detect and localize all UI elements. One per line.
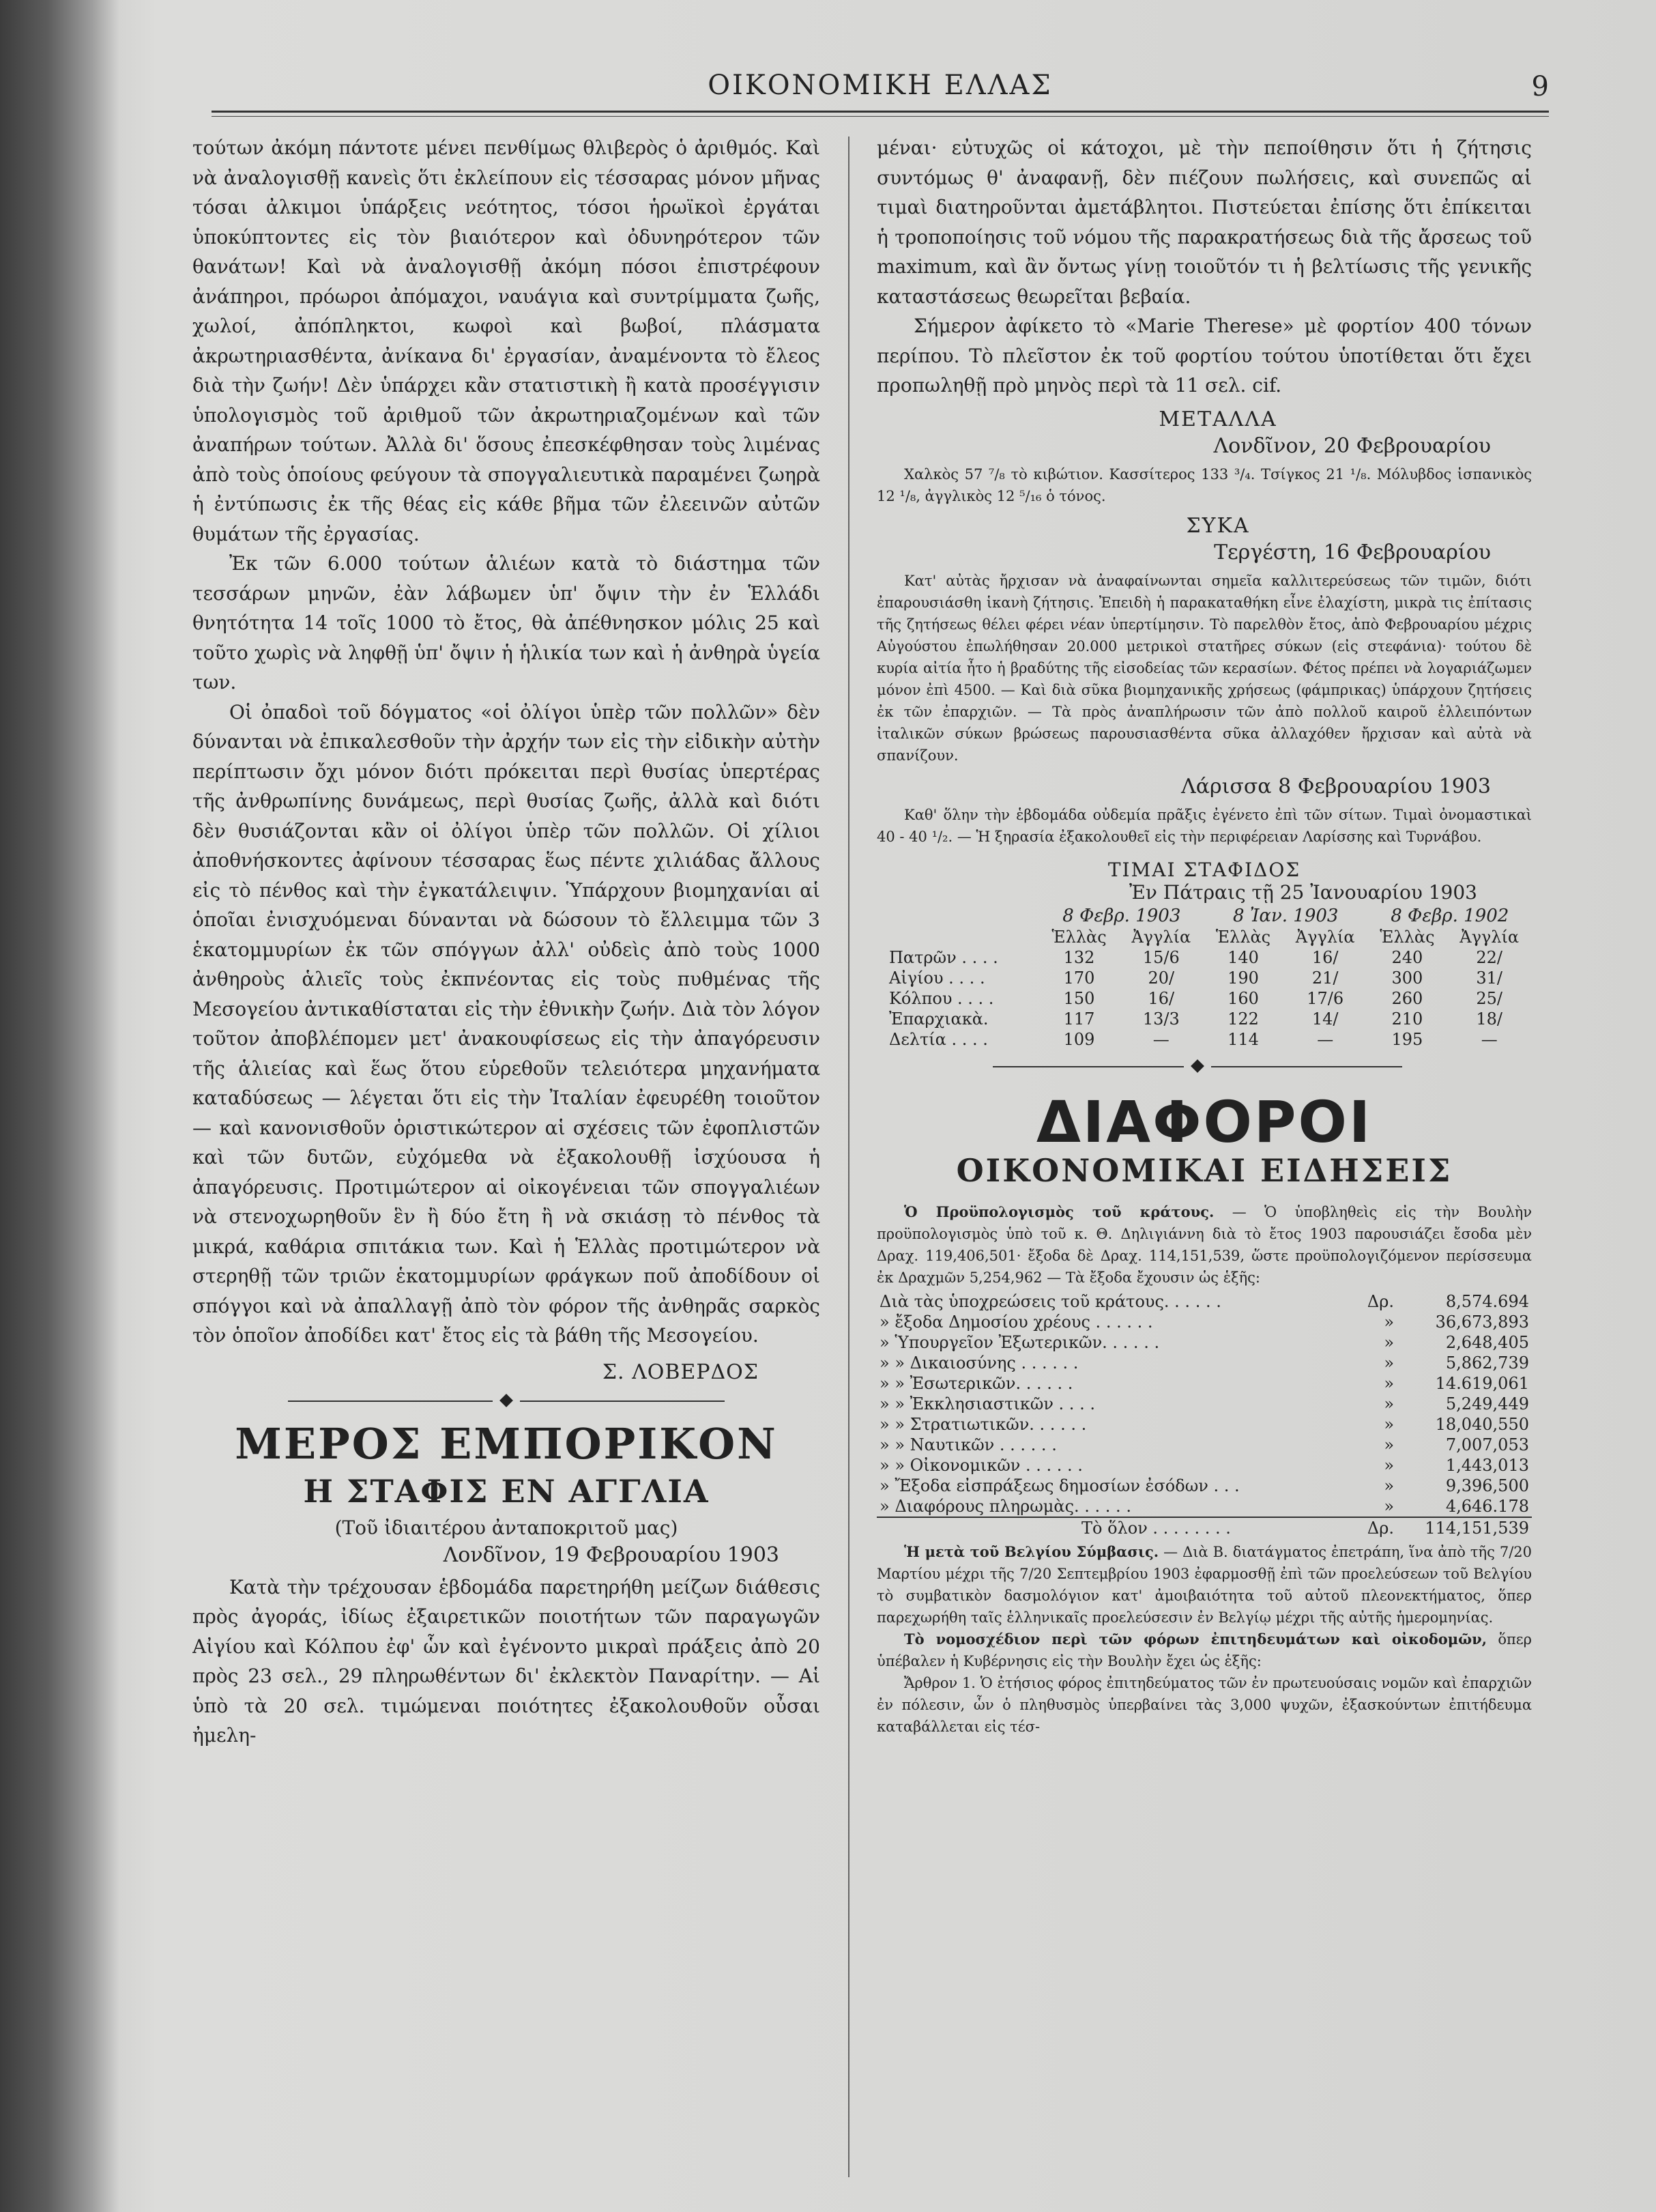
belgium-paragraph bbox=[877, 1541, 1532, 1628]
table-cell: 117 bbox=[1063, 1009, 1095, 1029]
table-cell: 240 bbox=[1391, 947, 1423, 967]
heading-figs: ΣΥΚΑ bbox=[1186, 513, 1250, 538]
table-row bbox=[877, 968, 1532, 988]
table-row bbox=[877, 1009, 1532, 1029]
table-cell: 140 bbox=[1228, 947, 1259, 967]
table-cell: 160 bbox=[1228, 988, 1259, 1008]
paragraph: μέναι· εὐτυχῶς οἱ κάτοχοι, μὲ τὴν πεποίθησιν ὅτι ἡ ζήτησις συντόμως θ' ἀναφανῇ, δὲν πιέζουν πωλήσεις, καὶ συνεπῶς αἱ τιμαὶ διατηροῦνται ἀμετάβλητοι. Πιστεύεται ἐπίσης ὅτι ἐπίκειται ἡ τροποποίησις τοῦ νόμου τῆς παρακρατήσεως διὰ τῆς ἄρσεως τοῦ maximum, καὶ ἂν ὄντως γίνῃ τοιοῦτόν τι ἡ βελτίωσις τῆς γενικῆς καταστάσεως θεωρεῖται βεβαία. bbox=[877, 137, 1532, 308]
dateline: Ἐν Πάτραις τῇ 25 Ἰανουαρίου 1903 bbox=[1129, 880, 1477, 904]
table-cell: 109 bbox=[1063, 1029, 1095, 1049]
table-cell: 190 bbox=[1228, 968, 1259, 988]
row-label: » » Ναυτικῶν . . . . . . bbox=[880, 1435, 1057, 1454]
table-row bbox=[877, 1291, 1532, 1312]
row-label: Αἰγίου . . . . bbox=[889, 968, 985, 988]
heading-currant-prices: ΤΙΜΑΙ ΣΤΑΦΙΔΟΣ bbox=[1107, 858, 1301, 881]
date-header: 8 Φεβρ. 1902 bbox=[1391, 905, 1509, 926]
page-number: 9 bbox=[1531, 71, 1549, 102]
table-cell: 150 bbox=[1063, 988, 1095, 1008]
row-label: » Ἔξοδα εἰσπράξεως δημοσίων ἐσόδων . . . bbox=[880, 1476, 1240, 1495]
total-label: Τὸ ὅλον . . . . . . . . bbox=[877, 1517, 1350, 1538]
dateline: Τεργέστη, 16 Φεβρουαρίου bbox=[1214, 540, 1491, 564]
column-header: Ἀγγλία bbox=[1459, 927, 1520, 947]
unit-cell: » bbox=[1384, 1455, 1394, 1475]
table-row bbox=[877, 1312, 1532, 1332]
unit-cell: » bbox=[1384, 1414, 1394, 1434]
amount-cell: 8,574.694 bbox=[1445, 1291, 1529, 1311]
table-cell: 18/ bbox=[1476, 1009, 1502, 1029]
table-cell: — bbox=[1317, 1029, 1334, 1049]
unit-cell: » bbox=[1384, 1312, 1394, 1332]
amount-cell: 14.619,061 bbox=[1435, 1373, 1529, 1393]
amount-cell: 18,040,550 bbox=[1435, 1414, 1529, 1434]
table-cell: 260 bbox=[1391, 988, 1423, 1008]
table-cell: 300 bbox=[1391, 968, 1423, 988]
table-row bbox=[877, 1353, 1532, 1373]
table-cell: 15/6 bbox=[1142, 947, 1180, 967]
paragraph-text: ὅπερ ὑπέβαλεν ἡ Κυβέρνησις εἰς τὴν Βουλὴν ἔχει ὡς ἑξῆς: bbox=[877, 1631, 1532, 1669]
dateline: Λάρισσα 8 Φεβρουαρίου 1903 bbox=[1181, 774, 1491, 799]
unit-cell: » bbox=[1384, 1332, 1394, 1352]
row-label: » ἔξοδα Δημοσίου χρέους . . . . . . bbox=[880, 1312, 1153, 1332]
table-cell: — bbox=[1152, 1029, 1170, 1049]
table-row bbox=[877, 1496, 1532, 1517]
table-cell: 14/ bbox=[1311, 1009, 1339, 1029]
row-label: » » Ἐσωτερικῶν. . . . . . bbox=[880, 1373, 1073, 1393]
table-row bbox=[877, 1373, 1532, 1394]
paragraph: Κατὰ τὴν τρέχουσαν ἑβδομάδα παρετηρήθη μείζων διάθεσις πρὸς ἀγοράς, ἰδίως ἐξαιρετικῶν ποιοτήτων τῶν παραγωγῶν Αἰγίου καὶ Κόλπου ἐφ' ὧν καὶ ἐγένοντο μικραὶ πράξεις ἀπὸ 20 πρὸς 23 σελ., 29 πληρωθέντων δι' ἐκλεκτὸν Παναρίτην. — Αἱ ὑπὸ τὰ 20 σελ. τιμώμεναι ποιότητες ἐξακολουθοῦν οὖσαι ἠμελη- bbox=[192, 1575, 820, 1747]
column-header: Ἑλλὰς bbox=[1051, 927, 1107, 947]
table-row bbox=[877, 1414, 1532, 1435]
date-header: 8 Φεβρ. 1903 bbox=[1062, 905, 1181, 926]
table-cell: 21/ bbox=[1311, 968, 1339, 988]
unit-cell: » bbox=[1384, 1435, 1394, 1454]
unit-cell: Δρ. bbox=[1350, 1517, 1397, 1538]
paragraph-text: — Διὰ Β. διατάγματος ἐπετράπη, ἵνα ἀπὸ τῆς 7/20 Μαρτίου μέχρι τῆς 7/20 Σεπτεμβρίου 1903 ἐφαρμοσθῇ ἐπὶ τῶν προελεύσεων τοῦ Βελγίου τὸ συμβατικὸν δασμολόγιον κατ' ἀμοιβαιότητα τοῦ αὐτοῦ πλεονεκτήματος, ὅπερ παρεχωρήθη ταῖς ἑλληνικαῖς προελεύσεσιν ἐν Βελγίῳ μέχρι τῆς αὐτῆς ἡμερομηνίας. bbox=[877, 1543, 1532, 1626]
row-label: » » Στρατιωτικῶν. . . . . . bbox=[880, 1414, 1087, 1434]
left-column bbox=[192, 133, 820, 2187]
table-row bbox=[877, 988, 1532, 1009]
paragraph: Σήμερον ἀφίκετο τὸ «Marie Therese» μὲ φορτίον 400 τόνων περίπου. Τὸ πλεῖστον ἐκ τοῦ φορτίου τούτου ὑποτίθεται ὅτι ἔχει προπωληθῇ πρὸ μηνὸς περὶ τὰ 11 σελ. cif. bbox=[877, 315, 1532, 397]
paragraph: τούτων ἀκόμη πάντοτε μένει πενθίμως θλιβερὸς ὁ ἀριθμός. Καὶ νὰ ἀναλογισθῇ κανεὶς ὅτι ἐκλείπουν εἰς τέσσαρας μόνον μῆνας τόσαι ἀλκιμοι ὑπάρξεις νεότητος, τόσοι ἡρωϊκοὶ ἐργάται ὑποκύπτοντες εἰς τὸν βιαιότερον καὶ ὀδυνηρότερον τῶν θανάτων! Καὶ νὰ ἀναλογισθῇ ἀκόμη πόσοι ἐπιστρέφουν ἀνάπηροι, πρόωροι ἀπόμαχοι, ναυάγια καὶ συντρίμματα ζωῆς, χωλοί, ἀπόπληκτοι, κωφοὶ καὶ βωβοί, πλάσματα ἀκρωτηριασθέντα, ἀνίκανα δι' ἐργασίαν, ἀναμένοντα τὸ ἔλεος διὰ τὴν ζωήν! Δὲν ὑπάρχει κἂν στατιστικὴ ἢ κατὰ προσέγγισιν ὑπολογισμὸς τοῦ ἀριθμοῦ τῶν ἀκρωτηριαζομένων καὶ τῶν ἀναπήρων τούτων. Ἀλλὰ δι' ὅσους ἐπεσκέφθησαν τοὺς λιμένας ἀπὸ τοὺς ὁποίους φεύγουν τὰ σπογγαλιευτικὰ παραμένει ζωηρὰ ἡ ἐντύπωσις ἐκ τῆς θέας εἰς κάθε βῆμα τῶν ἐλεεινῶν αὐτῶν θυμάτων τῆς ἐργασίας. bbox=[192, 137, 820, 545]
table-row bbox=[877, 1394, 1532, 1414]
page-header bbox=[212, 63, 1549, 111]
table-cell: 132 bbox=[1063, 947, 1095, 967]
table-cell: 16/ bbox=[1148, 988, 1175, 1008]
larisa-report: Καθ' ὅλην τὴν ἑβδομάδα οὐδεμία πρᾶξις ἐγένετο ἐπὶ τῶν σίτων. Τιμαὶ ὀνομαστικαὶ 40 - 40 ¹/₂. — Ἡ ξηρασία ἐξακολουθεῖ εἰς τὴν περιφέρειαν Λαρίσσης καὶ Τυρνάβου. bbox=[877, 806, 1532, 845]
table-cell: 195 bbox=[1391, 1029, 1423, 1049]
table-cell: 31/ bbox=[1476, 968, 1502, 988]
metals-prices: Χαλκὸς 57 ⁷/₈ τὸ κιβώτιον. Κασσίτερος 133 ³/₄. Τσίγκος 21 ¹/₈. Μόλυβδος ἱσπανικὸς 12 ¹/₈, ἀγγλικὸς 12 ⁵/₁₆ ὁ τόνος. bbox=[877, 465, 1532, 504]
header-rule bbox=[212, 111, 1549, 113]
budget-paragraph bbox=[877, 1201, 1532, 1289]
table-row bbox=[877, 1455, 1532, 1476]
currant-prices-block bbox=[877, 859, 1532, 1050]
amount-cell: 4,646.178 bbox=[1445, 1496, 1529, 1516]
table-cell: 20/ bbox=[1148, 968, 1175, 988]
total-row bbox=[877, 1517, 1532, 1538]
ornament-divider bbox=[192, 1391, 820, 1411]
table-cell: 122 bbox=[1228, 1009, 1259, 1029]
section-subtitle: ΟΙΚΟΝΟΜΙΚΑΙ ΕΙΔΗΣΕΙΣ bbox=[956, 1151, 1453, 1189]
row-label: Κόλπου . . . . bbox=[889, 988, 994, 1008]
row-label: Ἐπαρχιακὰ. bbox=[889, 1009, 989, 1029]
amount-cell: 2,648,405 bbox=[1445, 1332, 1529, 1352]
table-cell: 16/ bbox=[1311, 947, 1339, 967]
table-row bbox=[877, 947, 1532, 968]
unit-cell: Δρ. bbox=[1367, 1291, 1394, 1311]
running-title: ΟΙΚΟΝΟΜΙΚΗ ΕΛΛΑΣ bbox=[708, 70, 1053, 101]
run-in-heading: Ὁ Προϋπολογισμὸς τοῦ κράτους. bbox=[904, 1203, 1215, 1220]
heading-metals: ΜΕΤΑΛΛΑ bbox=[1159, 407, 1277, 431]
column-header: Ἀγγλία bbox=[1131, 927, 1191, 947]
figs-report: Κατ' αὐτὰς ἤρχισαν νὰ ἀναφαίνωνται σημεῖα καλλιτερεύσεως τῶν τιμῶν, διότι ἐπαρουσιάσθη ἱκανὴ ζήτησις. Ἐπειδὴ ἡ παρακαταθήκη εἶνε ἐλαχίστη, μικρὰ τις ἐπίτασις τῆς ζητήσεως θέλει φέρει νέαν ὑπερτίμησιν. Τὸ παρελθὸν ἔτος, ἀπὸ Φεβρουαρίου μέχρις Αὐγούστου ἐπωλήθησαν 20.000 μετρικοὶ στατῆρες σύκων (εἰς στεφάνια)· τούτου δὲ κυρία αἰτία ἦτο ἡ βραδύτης τῆς εἰσοδείας τῶν κερασίων. Φέτος πρέπει νὰ λογαριάζωμεν μόνον ἐπὶ 4500. — Καὶ διὰ σῦκα βιομηχανικῆς χρήσεως (φάμπρικας) ὑπάρχουν ζητήσεις ἐκ τῶν ἐπαρχιῶν. — Τὰ πρὸς ἀναπλήρωσιν τῶν ἀπὸ πολλοῦ καιροῦ ἐλλειπόντων ἰταλικῶν σύκων βρώσεως παρουσιασθέντα σῦκα ἀλλαχόθεν ἤρχισαν καὶ αὐτὰ νὰ σπανίζουν. bbox=[877, 572, 1532, 764]
section-title: ΔΙΑΦΟΡΟΙ bbox=[1036, 1088, 1373, 1155]
budget-table bbox=[877, 1291, 1532, 1538]
right-column bbox=[877, 133, 1532, 2187]
row-label: » » Οἰκονομικῶν . . . . . . bbox=[880, 1455, 1083, 1475]
article-title: Η ΣΤΑΦΙΣ ΕΝ ΑΓΓΛΙΑ bbox=[303, 1472, 710, 1510]
amount-cell: 1,443,013 bbox=[1445, 1455, 1529, 1475]
table-row bbox=[877, 1029, 1532, 1050]
row-label: Δελτία . . . . bbox=[889, 1029, 988, 1049]
column-header: Ἀγγλία bbox=[1295, 927, 1355, 947]
byline: (Τοῦ ἰδιαιτέρου ἀνταποκριτοῦ μας) bbox=[334, 1516, 678, 1539]
amount-cell: 5,249,449 bbox=[1445, 1394, 1529, 1413]
amount-cell: 5,862,739 bbox=[1445, 1353, 1529, 1373]
amount-cell: 9,396,500 bbox=[1445, 1476, 1529, 1495]
table-cell: 17/6 bbox=[1307, 988, 1344, 1008]
article-one: Ἄρθρον 1. Ὁ ἐτήσιος φόρος ἐπιτηδεύματος τῶν ἐν πρωτευούσαις νομῶν καὶ ἐπαρχιῶν ἐν πόλεσιν, ὧν ὁ πληθυσμὸς ὑπερβαίνει τὰς 3,000 ψυχῶν, ἐξασκούντων ἐπιτήδευμα καταβάλλεται εἰς τέσ- bbox=[877, 1674, 1532, 1735]
table-cell: 25/ bbox=[1476, 988, 1502, 1008]
unit-cell: » bbox=[1384, 1373, 1394, 1393]
unit-cell: » bbox=[1384, 1394, 1394, 1413]
table-row bbox=[877, 1476, 1532, 1496]
column-divider bbox=[848, 137, 849, 2177]
unit-cell: » bbox=[1384, 1496, 1394, 1516]
row-label: Πατρῶν . . . . bbox=[889, 947, 998, 967]
run-in-heading: Ἡ μετὰ τοῦ Βελγίου Σύμβασις. bbox=[904, 1542, 1159, 1560]
table-cell: 170 bbox=[1063, 968, 1095, 988]
total-amount: 114,151,539 bbox=[1397, 1517, 1532, 1538]
table-cell: — bbox=[1481, 1029, 1498, 1049]
amount-cell: 7,007,053 bbox=[1445, 1435, 1529, 1454]
header-rule-thin bbox=[212, 116, 1549, 117]
unit-cell: » bbox=[1384, 1476, 1394, 1495]
paragraph: Ἐκ τῶν 6.000 τούτων ἁλιέων κατὰ τὸ διάστημα τῶν τεσσάρων μηνῶν, ἐὰν λάβωμεν ὑπ' ὄψιν τὴν ἐν Ἑλλάδι θνητότητα 14 τοῖς 1000 τὸ ἔτος, θὰ ἀπέθνησκον μόλις 25 καὶ τοῦτο χωρὶς νὰ ληφθῇ ὑπ' ὄψιν ἡ ἡλικία των καὶ ἡ ἀνθηρὰ ὑγεία των. bbox=[192, 552, 820, 693]
run-in-heading: Τὸ νομοσχέδιον περὶ τῶν φόρων ἐπιτηδευμάτων καὶ οἰκοδομῶν, bbox=[904, 1630, 1487, 1648]
amount-cell: 36,673,893 bbox=[1435, 1312, 1529, 1332]
dateline: Λονδῖνον, 20 Φεβρουαρίου bbox=[1213, 433, 1491, 458]
table-cell: 22/ bbox=[1476, 947, 1502, 967]
unit-cell: » bbox=[1384, 1353, 1394, 1373]
column-header: Ἑλλὰς bbox=[1215, 927, 1271, 947]
row-label: Διὰ τὰς ὑποχρεώσεις τοῦ κράτους. . . . . . bbox=[880, 1291, 1221, 1311]
date-header: 8 Ἰαν. 1903 bbox=[1233, 905, 1339, 926]
table-row bbox=[877, 1435, 1532, 1455]
ornament-divider bbox=[877, 1057, 1532, 1077]
paragraph: Οἱ ὀπαδοὶ τοῦ δόγματος «οἱ ὀλίγοι ὑπὲρ τῶν πολλῶν» δὲν δύνανται νὰ ἐπικαλεσθοῦν τὴν ἀρχήν των εἰς τὴν εἰδικὴν αὐτὴν περίπτωσιν ὄχι μόνον διότι πρόκειται περὶ θυσίας ὑπερτέρας τῆς ἀνθρωπίνης δυνάμεως, περὶ θυσίας ζωῆς, ἀλλὰ καὶ διότι δὲν θυσιάζονται κἂν οἱ ὀλίγοι ὑπὲρ τῶν πολλῶν. Οἱ χίλιοι ἀποθνήσκοντες ἀφίνουν τέσσαρας ἕως πέντε χιλιάδας ἄλλους εἰς τὸ πένθος καὶ τὴν ἐγκατάλειψιν. Ὑπάρχουν βιομηχανίαι αἱ ὁποῖαι ἐνισχυόμεναι δύνανται νὰ δώσουν τὸ ἔλλειμμα τῶν 3 ἑκατομμυρίων ἐκ τῶν σπόγγων ἀλλ' οὐδεὶς ἀπὸ τοὺς 1000 ἀνθηροὺς ἁλιεῖς τοὺς ἐκπνέοντας εἰς τοὺς πυθμένας τῆς Μεσογείου ἀντικαθίσταται εἰς τὴν ἐθνικὴν ζωήν. Διὰ τὸν λόγον τοῦτον ἀποβλέπομεν μετ' ἀνακουφίσεως εἰς τὴν ἀπαγόρευσιν τῆς ἁλιείας καὶ ἕως ὅτου εὑρεθοῦν τελειότερα μηχανήματα καταδύσεως — λέγεται ὅτι εἰς τὴν Ἰταλίαν ἐφευρέθη τοιοῦτον — καὶ κανονισθοῦν ὁριστικώτερον αἱ σχέσεις τῶν ἐφοπλιστῶν καὶ τῶν δυτῶν, εὐχόμεθα νὰ ἐξακολουθῇ ἰσχύουσα ἡ ἀπαγόρευσις. Προτιμώτερον αἱ οἰκογένειαι τῶν σπογγαλιέων νὰ στενοχωρηθοῦν ἓν ἢ δύο ἔτη ἢ νὰ σκιάσῃ τὸ πένθος τὰ μικρά, καθάρια σπιτάκια των. Καὶ ἡ Ἑλλὰς προτιμώτερον νὰ στερηθῇ τῶν τριῶν ἑκατομμυρίων φράγκων ποῦ ἀποδίδουν οἱ σπόγγοι καὶ νὰ ἀπαλλαγῇ ἀπὸ τὸν φόρον τῆς ἀνθηρᾶς σαρκὸς τὸν ὁποῖον ἀποδίδει κατ' ἔτος εἰς τὰ βάθη τῆς Μεσογείου. bbox=[192, 700, 820, 1347]
section-title: ΜΕΡΟΣ ΕΜΠΟΡΙΚΟΝ bbox=[235, 1418, 778, 1469]
column-header: Ἑλλὰς bbox=[1380, 927, 1435, 947]
row-label: » » Ἐκκλησιαστικῶν . . . . bbox=[880, 1394, 1095, 1413]
paragraph-text: — Ὁ ὑποβληθεὶς εἰς τὴν Βουλὴν προϋπολογισμὸς ὑπὸ τοῦ κ. Θ. Δηλιγιάννη διὰ τὸ ἔτος 1903 παρουσιάζει ἔσοδα μὲν Δραχ. 119,406,501· ἔξοδα δὲ Δραχ. 114,151,539, ὥστε προϋπολογιζόμενον περίσσευμα ἐκ Δραχμῶν 5,254,962 — Τὰ ἔξοδα ἔχουσιν ὡς ἑξῆς: bbox=[877, 1203, 1532, 1286]
currant-prices-table bbox=[877, 905, 1532, 1050]
law-paragraph bbox=[877, 1628, 1532, 1672]
table-cell: 13/3 bbox=[1142, 1009, 1180, 1029]
row-label: » Ὑπουργεῖον Ἐξωτερικῶν. . . . . . bbox=[880, 1332, 1160, 1352]
dateline: Λονδῖνον, 19 Φεβρουαρίου 1903 bbox=[443, 1542, 779, 1567]
row-label: » » Δικαιοσύνης . . . . . . bbox=[880, 1353, 1079, 1373]
table-row bbox=[877, 1332, 1532, 1353]
row-label: » Διαφόρους πληρωμὰς. . . . . . bbox=[880, 1496, 1131, 1516]
table-cell: 114 bbox=[1228, 1029, 1259, 1049]
table-cell: 210 bbox=[1391, 1009, 1423, 1029]
author-signature: Σ. ΛΟΒΕΡΔΟΣ bbox=[602, 1360, 759, 1384]
